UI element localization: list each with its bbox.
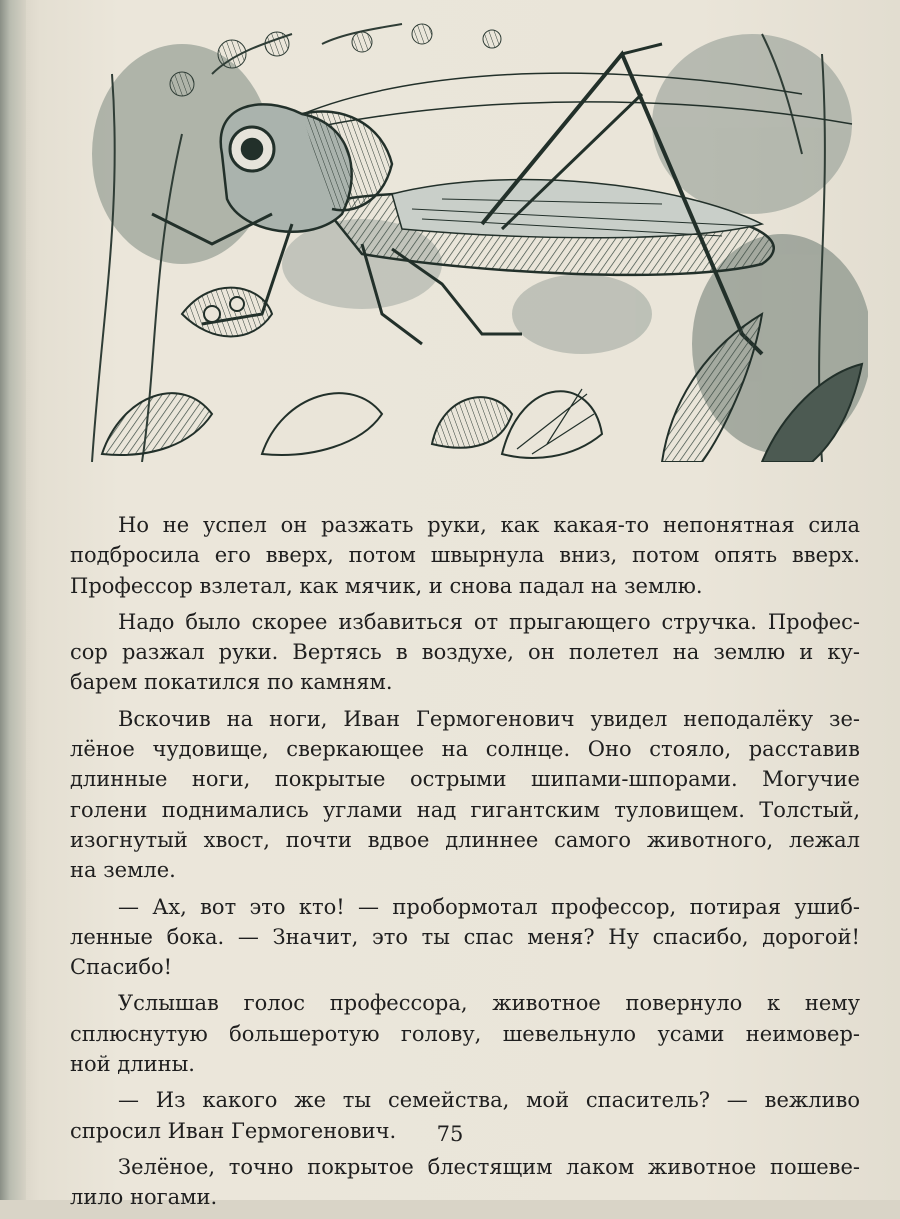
page-number: 75: [436, 1122, 464, 1146]
text-line: на земле.: [70, 858, 176, 883]
text-line: лило ногами.: [70, 1185, 218, 1210]
paragraph: [70, 510, 860, 601]
text-line: сплюснутую большеротую голову, шевельнуло усами неимовер-: [70, 1021, 860, 1046]
paragraph: [70, 704, 860, 886]
text-line: — Из какого же ты семейства, мой спаситель? — вежливо: [118, 1088, 860, 1113]
text-line: Но не успел он разжать руки, как какая-то непонятная сила: [118, 513, 860, 537]
text-line: голени поднимались углами над гигантским туловищем. Толстый,: [70, 797, 860, 822]
text-line: длинные ноги, покрытые острыми шипами-шпорами. Могучие: [70, 767, 860, 792]
text-line: ной длины.: [70, 1052, 195, 1077]
text-line: подбросила его вверх, потом швырнула вниз, потом опять вверх.: [70, 543, 860, 568]
text-line: изогнутый хвост, почти вдвое длиннее самого животного, лежал: [70, 827, 860, 852]
text-line: Профессор взлетал, как мячик, и снова падал на землю.: [70, 573, 703, 598]
paragraph: [70, 988, 860, 1079]
paragraph: [70, 892, 860, 983]
text-line: спросил Иван Гермогенович.: [70, 1118, 397, 1143]
text-line: Вскочив на ноги, Иван Гермогенович увидел неподалёку зе-: [118, 706, 860, 731]
text-line: лёное чудовище, сверкающее на солнце. Оно стояло, расставив: [70, 737, 860, 762]
paragraph: [70, 607, 860, 698]
body-text: [70, 510, 860, 1219]
text-line: Надо было скорее избавиться от прыгающего стручка. Профес-: [118, 609, 860, 634]
paragraph: [70, 1152, 860, 1213]
text-line: ленные бока. — Значит, это ты спас меня? Ну спасибо, дорогой!: [70, 924, 860, 949]
text-line: Услышав голос профессора, животное повернуло к нему: [118, 991, 860, 1016]
text-line: сор разжал руки. Вертясь в воздухе, он полетел на землю и ку-: [70, 640, 860, 665]
grasshopper-illustration: [62, 14, 868, 462]
grasshopper-drawing: [62, 14, 868, 462]
text-line: Спасибо!: [70, 955, 173, 980]
text-line: барем покатился по камням.: [70, 670, 393, 695]
book-spine: [0, 0, 26, 1200]
text-line: — Ах, вот это кто! — пробормотал профессор, потирая ушиб-: [118, 894, 860, 919]
text-line: Зелёное, точно покрытое блестящим лаком животное пошеве-: [118, 1154, 860, 1179]
